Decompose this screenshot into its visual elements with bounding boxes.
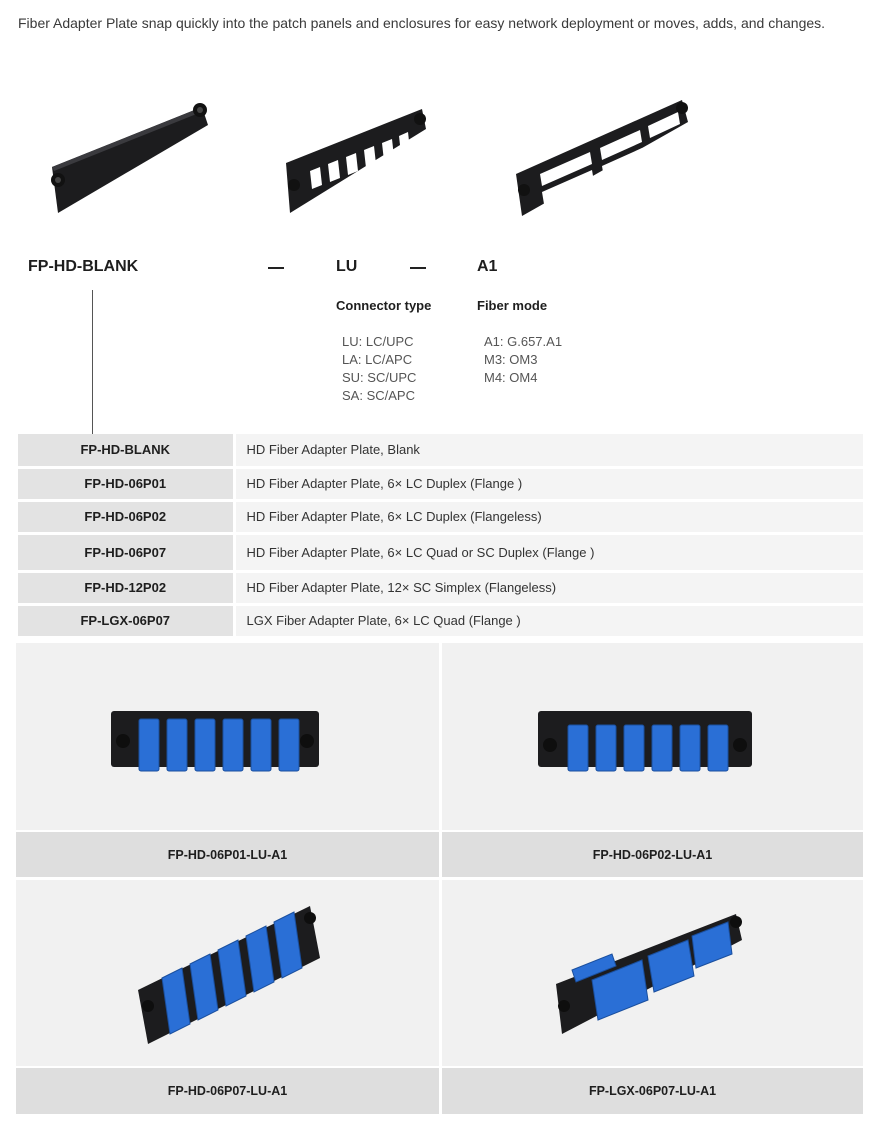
six-port-plate-image (280, 85, 440, 220)
fiber-option: M4: OM4 (484, 370, 538, 385)
gallery-image-cell (16, 643, 439, 830)
part-description: HD Fiber Adapter Plate, 6× LC Duplex (Flangeless) (234, 500, 863, 533)
table-row (18, 604, 863, 637)
fiber-mode-heading: Fiber mode (477, 298, 548, 313)
fiber-options (484, 333, 562, 387)
table-row (18, 533, 863, 571)
table-row (18, 500, 863, 533)
part-description: HD Fiber Adapter Plate, Blank (234, 434, 863, 467)
part-number: FP-HD-06P02 (18, 500, 234, 533)
code-separator (268, 267, 284, 269)
part-description: HD Fiber Adapter Plate, 6× LC Quad or SC Duplex (Flange ) (234, 533, 863, 571)
connector-option: LU: LC/UPC (342, 334, 414, 349)
intro-text: Fiber Adapter Plate snap quickly into the patch panels and enclosures for easy network deployment or moves, adds, and changes. (18, 15, 826, 31)
part-number: FP-HD-06P07 (18, 533, 234, 571)
lgx-quad-image (552, 910, 752, 1040)
part-number: FP-HD-12P02 (18, 571, 234, 604)
gallery-caption: FP-HD-06P02-LU-A1 (442, 832, 863, 877)
part-description: LGX Fiber Adapter Plate, 6× LC Quad (Flange ) (234, 604, 863, 637)
gallery-caption: FP-HD-06P01-LU-A1 (16, 832, 439, 877)
gallery-caption: FP-HD-06P07-LU-A1 (16, 1068, 439, 1114)
part-code: FP-HD-BLANK (28, 258, 139, 275)
connector-option: LA: LC/APC (342, 352, 413, 367)
part-number: FP-LGX-06P07 (18, 604, 234, 637)
fiber-code: A1 (477, 258, 498, 275)
table-row (18, 467, 863, 500)
parts-table (18, 434, 863, 639)
six-port-quad-image (134, 898, 324, 1048)
gallery-image-cell (16, 880, 439, 1066)
six-port-duplex-flange-image (111, 711, 321, 775)
connector-option: SA: SC/APC (342, 388, 415, 403)
gallery-image-cell (442, 643, 863, 830)
part-description: HD Fiber Adapter Plate, 6× LC Duplex (Flange ) (234, 467, 863, 500)
table-row (18, 571, 863, 604)
connector-code: LU (336, 258, 358, 275)
code-separator (410, 267, 426, 269)
fiber-option: A1: G.657.A1 (484, 334, 563, 349)
part-number: FP-HD-BLANK (18, 434, 234, 467)
connector-line (92, 290, 93, 434)
table-row (18, 434, 863, 467)
gallery-caption: FP-LGX-06P07-LU-A1 (442, 1068, 863, 1114)
lgx-plate-image (510, 92, 700, 222)
connector-type-heading: Connector type (336, 298, 432, 313)
part-number: FP-HD-06P01 (18, 467, 234, 500)
gallery-image-cell (442, 880, 863, 1066)
blank-plate-image (40, 85, 220, 215)
connector-options (342, 333, 416, 405)
part-description: HD Fiber Adapter Plate, 12× SC Simplex (Flangeless) (234, 571, 863, 604)
connector-option: SU: SC/UPC (342, 370, 417, 385)
fiber-option: M3: OM3 (484, 352, 538, 367)
six-port-duplex-flangeless-image (538, 711, 754, 775)
